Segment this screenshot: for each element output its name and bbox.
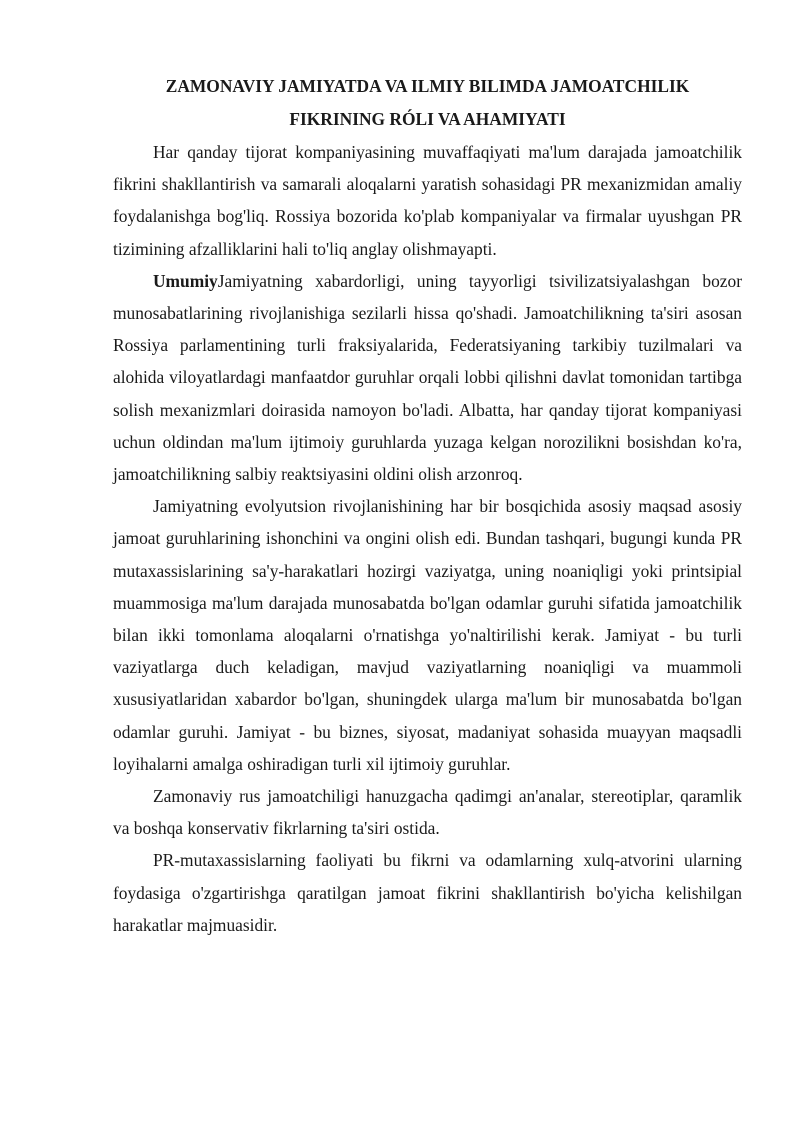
paragraph-2-text: Jamiyatning xabardorligi, uning tayyorligi tsivilizatsiyalashgan bozor munosabatlarining rivojlanishiga sezilarli hissa qo'shadi. Jamoatchilikning ta'siri asosan Rossiya parlamentining turli fraksiyalarida, Federatsiyaning tarkibiy tuzilmalari va alohida viloyatlardagi manfaatdor guruhlar orqali lobbi qilishni davlat tomonidan tartibga solish mexanizmlari doirasida namoyon bo'ladi. Albatta, har qanday tijorat kompaniyasi uchun oldindan ma'lum ijtimoiy guruhlarda yuzaga kelgan norozilikni bosishdan ko'ra, jamoatchilikning salbiy reaktsiyasini oldini olish arzonroq.: [113, 270, 742, 485]
document-page: [113, 70, 742, 941]
paragraph-2-lead: Umumiy: [153, 270, 218, 291]
paragraph-4-text: Zamonaviy rus jamoatchiligi hanuzgacha qadimgi an'analar, stereotiplar, qaramlik va boshqa konservativ fikrlarning ta'siri ostida.: [113, 786, 742, 839]
paragraph-3-text: Jamiyatning evolyutsion rivojlanishining har bir bosqichida asosiy maqsad asosiy jamoat guruhlarining ishonchini va ongini olish edi. Bundan tashqari, bugungi kunda PR mutaxassislarining sa'y-harakatlari hozirgi vaziyatga, uning noaniqligi yoki printsipial muammosiga ma'lum darajada munosabatda bo'lgan odamlar guruhi sifatida jamoatchilik bilan ikki tomonlama aloqalarni o'rnatishga yo'naltirilishi kerak. Jamiyat - bu turli vaziyatlarga duch keladigan, mavjud vaziyatlarning noaniqligi va muammoli xususiyatlaridan xabardor bo'lgan, shuningdek ularga ma'lum bir munosabatda bo'lgan odamlar guruhi. Jamiyat - bu biznes, siyosat, madaniyat sohasida muayyan maqsadli loyihalarni amalga oshiradigan turli xil ijtimoiy guruhlar.: [113, 496, 742, 774]
paragraph-1: [113, 136, 742, 265]
paragraph-5-text: PR-mutaxassislarning faoliyati bu fikrni va odamlarning xulq-atvorini ularning foydasiga o'zgartirishga qaratilgan jamoat fikrini shakllantirish bo'yicha kelishilgan harakatlar majmuasidir.: [113, 850, 742, 935]
paragraph-4: [113, 780, 742, 844]
title-line-2: FIKRINING RÓLI VA AHAMIYATI: [289, 109, 566, 129]
paragraph-2: [113, 265, 742, 490]
paragraph-1-text: Har qanday tijorat kompaniyasining muvaffaqiyati ma'lum darajada jamoatchilik fikrini shakllantirish va samarali aloqalarni yaratish sohasidagi PR mexanizmidan amaliy foydalanishga bog'liq. Rossiya bozorida ko'plab kompaniyalar va firmalar uyushgan PR tizimining afzalliklarini hali to'liq anglay olishmayapti.: [113, 142, 742, 259]
paragraph-3: [113, 490, 742, 780]
paragraph-5: [113, 844, 742, 941]
document-title: [113, 70, 742, 136]
title-line-1: ZAMONAVIY JAMIYATDA VA ILMIY BILIMDA JAMOATCHILIK: [165, 76, 690, 96]
